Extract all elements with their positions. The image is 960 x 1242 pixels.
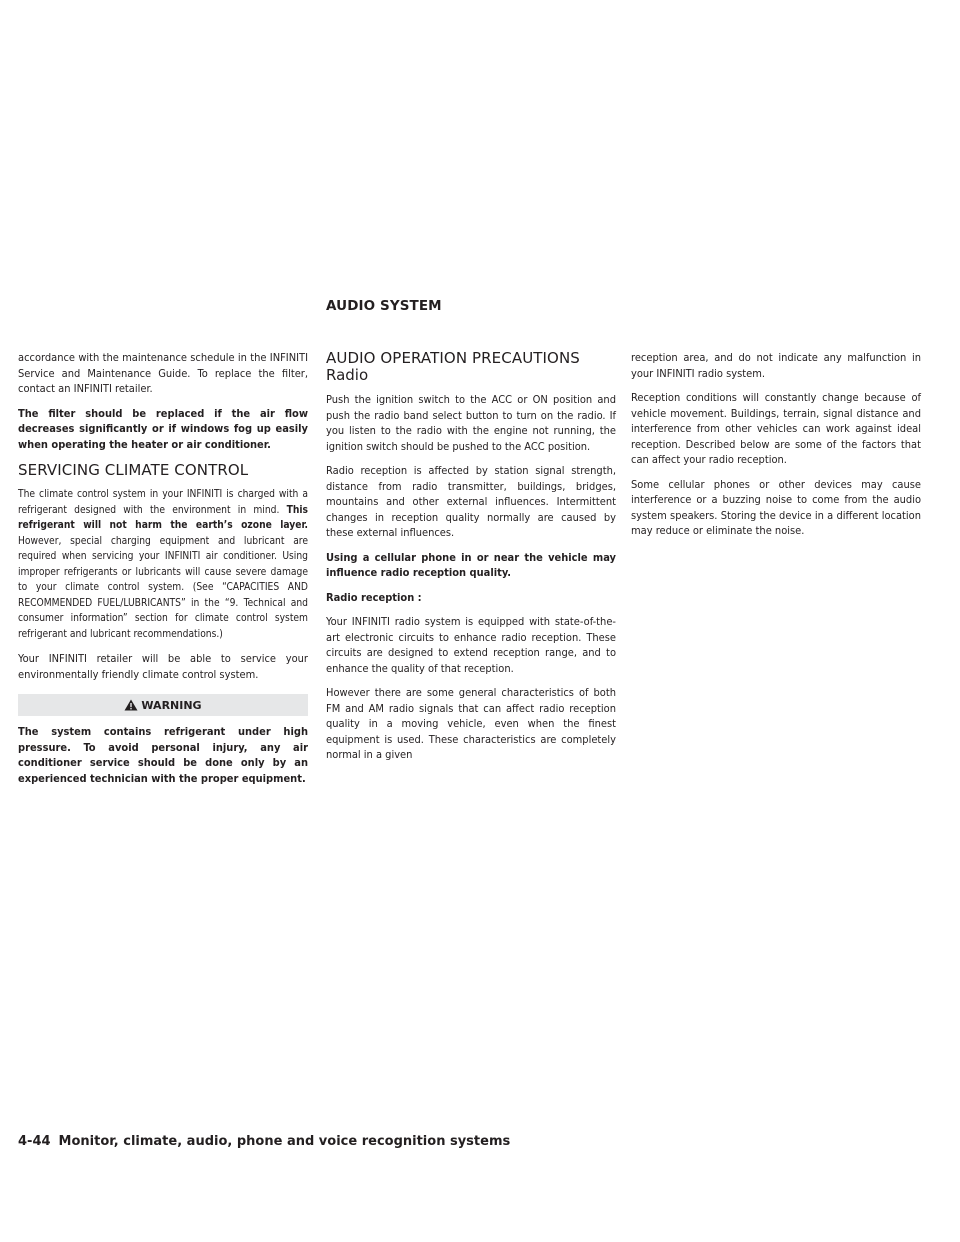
paragraph: However there are some general characteristics of both FM and AM radio signals that can affect radio reception quality in a moving vehicle, even when the finest equipment is used. These characteristics are completely normal in a given [326,686,616,761]
paragraph: Some cellular phones or other devices may cause interference or a buzzing noise to come from the audio system speakers. Storing the device in a different location may reduce or eliminate the noise. [631,477,921,537]
paragraph: reception area, and do not indicate any malfunction in your INFINITI radio system. [631,351,921,380]
warning-text: The system contains refrigerant under high pressure. To avoid personal injury, any air conditioner service should be done only by an experienced technician with the proper equipment. [18,725,308,785]
warning-icon [124,699,138,711]
page-number: 4-44 [18,1134,51,1149]
subheading-radio: Radio [326,366,369,384]
paragraph-bold: The filter should be replaced if the air flow decreases significantly or if windows fog up easily when operating the heater or air conditioner. [18,406,308,451]
heading-servicing-climate-control: SERVICING CLIMATE CONTROL [18,461,249,479]
column-middle [326,350,616,772]
paragraph: Push the ignition switch to the ACC or ON position and push the radio band select button to turn on the radio. If you listen to the radio with the engine not running, the ignition switch should be pushed to the ACC position. [326,393,616,453]
paragraph-bold: Using a cellular phone in or near the vehicle may influence radio reception quality. [326,550,616,579]
column-right [631,350,921,548]
paragraph: Your INFINITI retailer will be able to service your environmentally friendly climate control system. [18,652,308,681]
warning-body [18,724,308,786]
warning-label: WARNING [141,698,202,712]
heading-audio-operation-precautions: AUDIO OPERATION PRECAUTIONS [326,349,580,367]
paragraph-bold: Radio reception : [326,590,422,604]
section-header: AUDIO SYSTEM [326,298,442,314]
column-left [18,350,308,795]
chapter-title: Monitor, climate, audio, phone and voice recognition systems [58,1134,511,1149]
paragraph: Reception conditions will constantly change because of vehicle movement. Buildings, terrain, signal distance and interference from other vehicles can work against ideal reception. Described below are some of the factors that can affect your radio reception. [631,391,921,466]
page-footer [18,1134,510,1149]
paragraph-refrigerant: The climate control system in your INFINITI is charged with a refrigerant designed with the environment in mind. This refrigerant will not harm the earth’s ozone layer. However, special charging equipment and lubricant are required when servicing your INFINITI air conditioner. Using improper refrigerants or lubricants will cause severe damage to your climate control system. (See “CAPACITIES AND RECOMMENDED FUEL/LUBRICANTS” in the “9. Technical and consumer information” section for climate control system refrigerant and lubricant recommendations.) [18,489,308,640]
paragraph: Your INFINITI radio system is equipped with state-of-the-art electronic circuits to enhance radio reception. These circuits are designed to extend reception range, and to enhance the quality of that reception. [326,615,616,675]
warning-bar [18,694,308,716]
paragraph: accordance with the maintenance schedule in the INFINITI Service and Maintenance Guide. To replace the filter, contact an INFINITI retailer. [18,351,308,395]
paragraph: Radio reception is affected by station signal strength, distance from radio transmitter, buildings, bridges, mountains and other external influences. Intermittent changes in reception quality normally are caused by these external influences. [326,464,616,539]
